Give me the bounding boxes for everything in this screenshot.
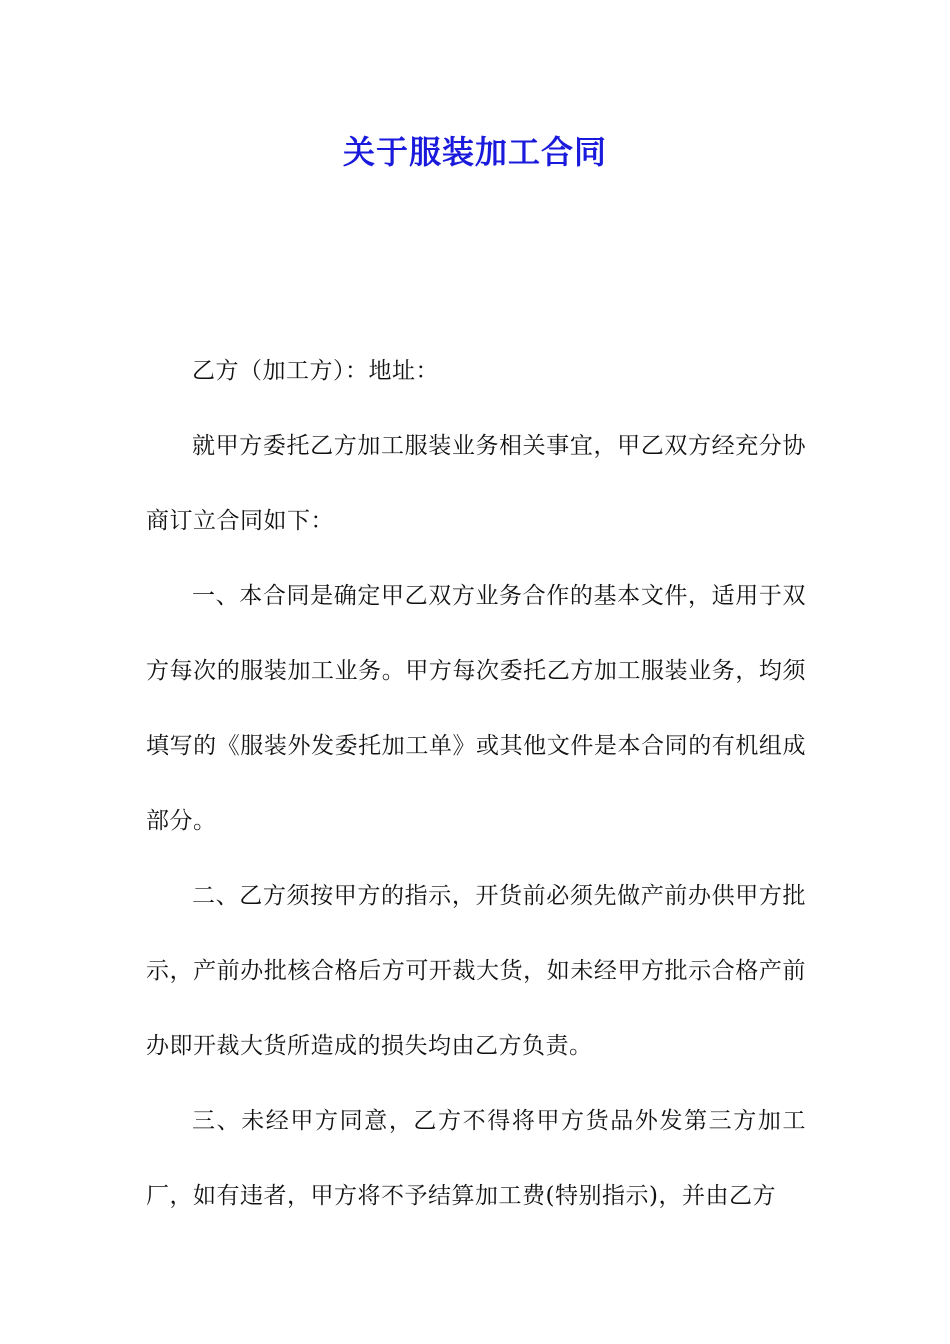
preamble-paragraph: 就甲方委托乙方加工服装业务相关事宜，甲乙双方经充分协商订立合同如下： [146,433,806,534]
party-b-line: 乙方（加工方）：地址： [192,358,439,384]
clause-3-paragraph: 三、未经甲方同意，乙方不得将甲方货品外发第三方加工厂，如有违者，甲方将不予结算加工费(特别指示)，并由乙方 [146,1108,806,1209]
document-body [146,334,806,1234]
clause-2-paragraph: 二、乙方须按甲方的指示，开货前必须先做产前办供甲方批示，产前办批核合格后方可开裁大货，如未经甲方批示合格产前办即开裁大货所造成的损失均由乙方负责。 [146,883,806,1059]
clause-1-paragraph: 一、本合同是确定甲乙双方业务合作的基本文件，适用于双方每次的服装加工业务。甲方每次委托乙方加工服装业务，均须填写的《服装外发委托加工单》或其他文件是本合同的有机组成部分。 [146,583,806,834]
document-title: 关于服装加工合同 [342,133,607,171]
